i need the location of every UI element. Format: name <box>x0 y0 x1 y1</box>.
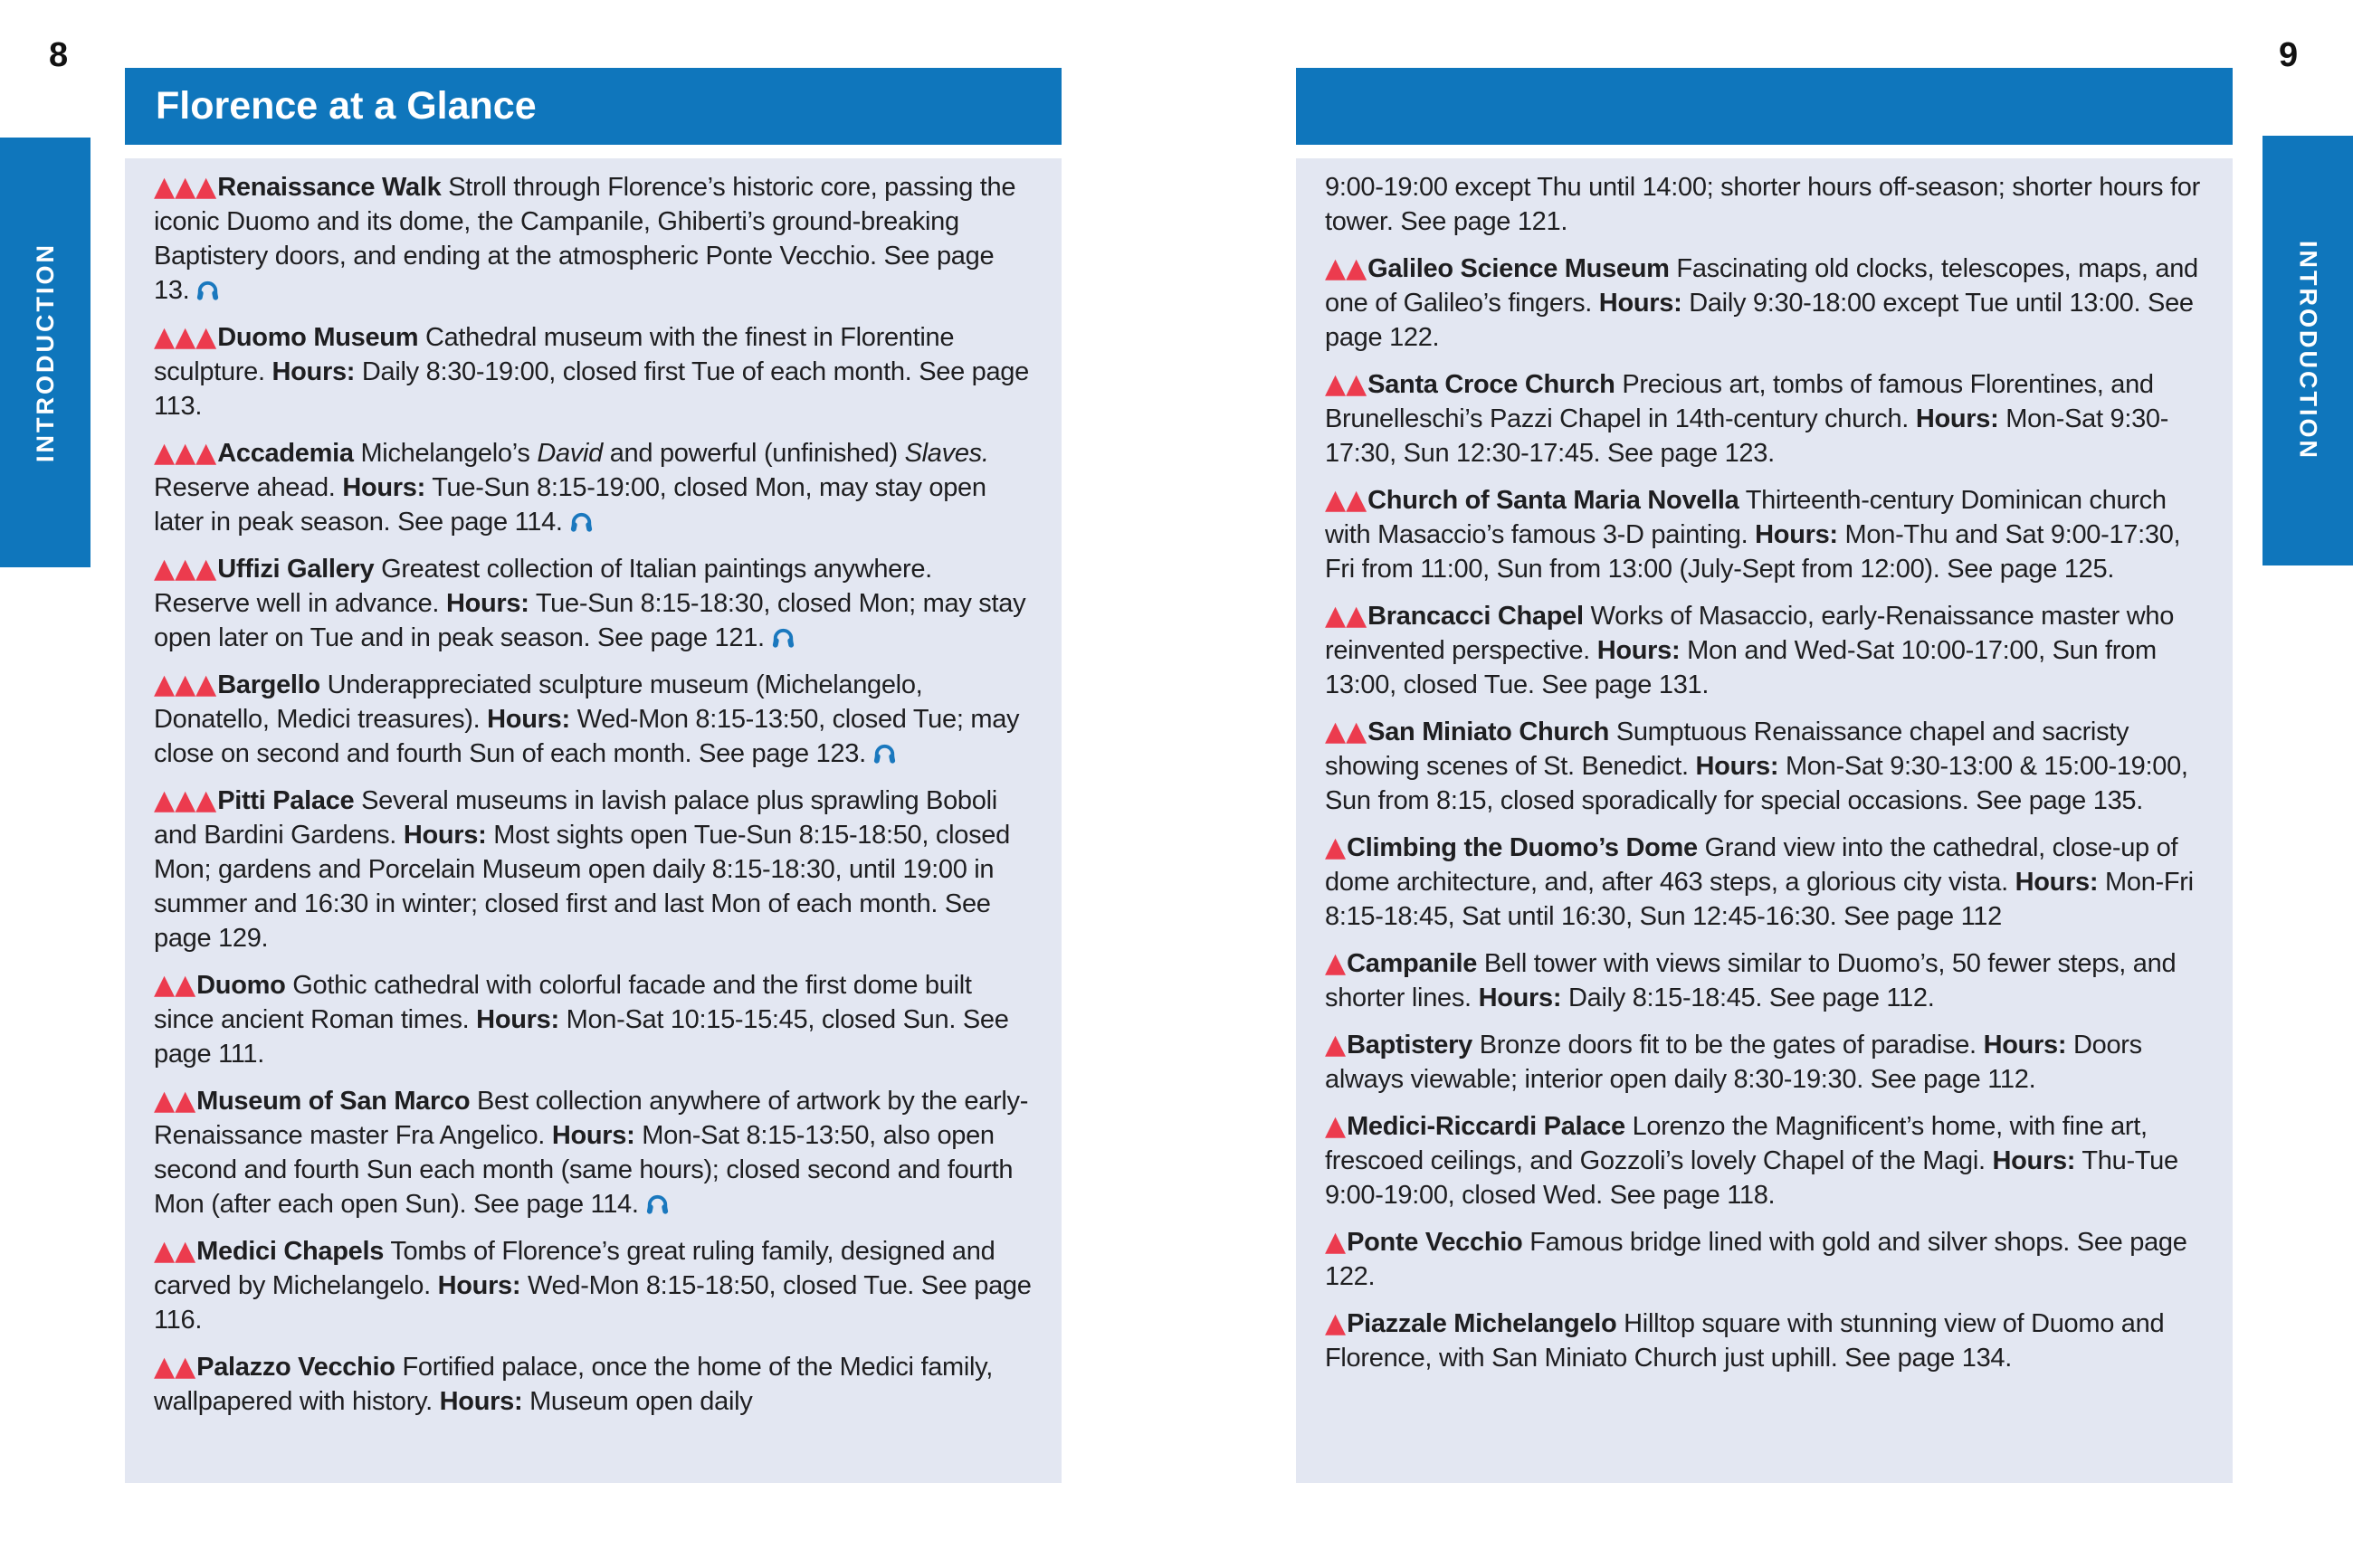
audio-tour-icon <box>569 510 594 534</box>
rating-triangles: ▲ <box>1325 1307 1347 1339</box>
entry-text-segment: Reserve ahead. <box>154 473 343 502</box>
section-tab-label-left: INTRODUCTION <box>31 242 59 462</box>
entry-text-segment: Hours: <box>1596 636 1681 665</box>
rating-triangles: ▲▲▲ <box>154 437 217 469</box>
sight-list-left <box>125 158 1062 1483</box>
entry-text-segment: Hours: <box>437 1271 521 1300</box>
entry-text-segment: Hours: <box>445 589 529 618</box>
page-number-right: 9 <box>2279 36 2299 74</box>
sight-entry <box>1325 946 2205 1015</box>
sight-name: Bargello <box>217 670 320 699</box>
sight-entry <box>154 1350 1034 1419</box>
entry-text-segment: Most sights open Tue-Sun 8:15-18:50, closed Mon; gardens and Porcelain Museum open daily 8:15-18:30, until 19:00 in summer and 16:30 in winter; closed first and last Mon of each month. See page 129. <box>154 821 1010 953</box>
sight-name: Campanile <box>1347 949 1478 978</box>
entry-text-segment: Hours: <box>1598 289 1682 318</box>
entry-text-segment: Fascinating old clocks, telescopes, maps, and one of Galileo’s fingers. <box>1325 254 2198 318</box>
sight-name: Climbing the Duomo’s Dome <box>1347 833 1698 862</box>
entry-text-segment: Mon-Fri 8:15-18:45, Sat until 16:30, Sun 12:45-16:30. See page 112 <box>1325 868 2194 931</box>
sight-entry <box>1325 831 2205 934</box>
entry-text-segment: Hours: <box>1478 984 1562 1012</box>
entry-text-segment: Cathedral museum with the finest in Florentine sculpture. <box>154 323 955 386</box>
sight-name: Duomo <box>196 971 286 1000</box>
entry-text-segment: Hours: <box>439 1387 523 1416</box>
sight-entry <box>1325 1109 2205 1212</box>
entry-text-segment: Lorenzo the Magnificent’s home, with fine art, frescoed ceilings, and Gozzoli’s lovely Chapel of the Magi. <box>1325 1112 2148 1175</box>
sight-name: Ponte Vecchio <box>1347 1228 1523 1257</box>
sight-name: Piazzale Michelangelo <box>1347 1309 1617 1338</box>
entry-text-segment: Hours: <box>1695 752 1779 781</box>
rating-triangles: ▲ <box>1325 1226 1347 1258</box>
sight-name: Accademia <box>217 439 354 468</box>
rating-triangles: ▲▲ <box>1325 484 1367 516</box>
sight-entry <box>154 668 1034 771</box>
entry-text-segment: Hours: <box>342 473 425 502</box>
entry-text-segment: Slaves. <box>904 439 989 468</box>
sight-entry <box>154 1084 1034 1221</box>
sight-entry <box>154 320 1034 423</box>
sight-name: Galileo Science Museum <box>1367 254 1670 283</box>
sight-name: Medici-Riccardi Palace <box>1347 1112 1625 1141</box>
entry-text-segment: Mon-Sat 10:15-15:45, closed Sun. See page 111. <box>154 1005 1009 1069</box>
rating-triangles: ▲ <box>1325 832 1347 863</box>
sight-entry <box>1325 1307 2205 1375</box>
rating-triangles: ▲▲ <box>1325 252 1367 284</box>
entry-text-segment: Hours: <box>1983 1031 2067 1060</box>
entry-text-segment: Gothic cathedral with colorful facade and the first dome built since ancient Roman times. <box>154 971 972 1034</box>
entry-text-segment: David <box>537 439 603 468</box>
rating-triangles: ▲▲▲ <box>154 171 217 203</box>
entry-text-segment: Hours: <box>272 357 356 386</box>
page-title: Florence at a Glance <box>156 84 537 128</box>
entry-text-segment: Hilltop square with stunning view of Duomo and Florence, with San Miniato Church just uphill. See page 134. <box>1325 1309 2165 1373</box>
rating-triangles: ▲▲ <box>1325 716 1367 747</box>
entry-text-segment: Hours: <box>2015 868 2099 897</box>
sight-name: Duomo Museum <box>217 323 419 352</box>
sight-entry <box>154 784 1034 955</box>
sight-entry <box>154 1234 1034 1337</box>
entry-text-segment: Doors always viewable; interior open daily 8:30-19:30. See page 112. <box>1325 1031 2142 1094</box>
sight-name: Medici Chapels <box>196 1237 385 1266</box>
sight-name: San Miniato Church <box>1367 717 1610 746</box>
entry-text-segment: Hours: <box>551 1121 635 1150</box>
entry-text-segment: Bronze doors fit to be the gates of paradise. <box>1479 1031 1984 1060</box>
entry-text-segment: 9:00-19:00 except Thu until 14:00; shorter hours off-season; shorter hours for tower. See page 121. <box>1325 173 2200 236</box>
sight-entry <box>1325 599 2205 702</box>
rating-triangles: ▲▲▲ <box>154 553 217 584</box>
sight-entry <box>1325 483 2205 586</box>
sight-entry <box>154 552 1034 655</box>
audio-tour-icon <box>872 742 897 765</box>
entry-text-segment: Fortified palace, once the home of the Medici family, wallpapered with history. <box>154 1353 993 1416</box>
rating-triangles: ▲▲▲ <box>154 669 217 700</box>
entry-text-segment: Michelangelo’s <box>360 439 538 468</box>
entry-text-segment: Daily 9:30-18:00 except Tue until 13:00. See page 122. <box>1325 289 2194 352</box>
entry-text-segment: Mon-Sat 9:30-13:00 & 15:00-19:00, Sun from 8:15, closed sporadically for special occasions. See page 135. <box>1325 752 2188 815</box>
sight-name: Santa Croce Church <box>1367 370 1615 399</box>
sight-name: Renaissance Walk <box>217 173 442 202</box>
sight-name: Museum of San Marco <box>196 1087 471 1116</box>
entry-text-segment: Stroll through Florence’s historic core, passing the iconic Duomo and its dome, the Campanile, Ghiberti’s ground-breaking Baptistery doors, and ending at the atmospheric Ponte Vecchio. See page 13. <box>154 173 1016 305</box>
entry-text-segment: Mon-Sat 8:15-13:50, also open second and fourth Sun each month (same hours); closed second and fourth Mon (after each open Sun). See page 114. <box>154 1121 1014 1219</box>
entry-text-segment: Mon and Wed-Sat 10:00-17:00, Sun from 13:00, closed Tue. See page 131. <box>1325 636 2157 699</box>
rating-triangles: ▲▲ <box>154 1235 196 1267</box>
rating-triangles: ▲▲▲ <box>154 321 217 353</box>
entry-text-segment: Tue-Sun 8:15-18:30, closed Mon; may stay open later on Tue and in peak season. See page 121. <box>154 589 1026 652</box>
entry-text-segment: Thu-Tue 9:00-19:00, closed Wed. See page 118. <box>1325 1146 2178 1210</box>
entry-text-segment: Several museums in lavish palace plus sprawling Boboli and Bardini Gardens. <box>154 786 997 850</box>
sight-entry <box>1325 715 2205 818</box>
sight-entry <box>1325 1225 2205 1294</box>
sight-entry <box>1325 252 2205 355</box>
headphones-icon <box>195 279 220 302</box>
entry-text-segment: Mon-Sat 9:30-17:30, Sun 12:30-17:45. See page 123. <box>1325 404 2169 468</box>
glance-header-bar <box>125 68 1062 145</box>
rating-triangles: ▲▲ <box>154 1085 196 1117</box>
entry-text-segment: Daily 8:30-19:00, closed first Tue of each month. See page 113. <box>154 357 1029 421</box>
sight-entry <box>154 436 1034 539</box>
sight-name: Palazzo Vecchio <box>196 1353 395 1382</box>
audio-tour-icon <box>645 1193 670 1216</box>
sight-entry <box>1325 1028 2205 1097</box>
sight-name: Brancacci Chapel <box>1367 602 1584 631</box>
audio-tour-icon <box>195 279 220 302</box>
rating-triangles: ▲ <box>1325 1110 1347 1142</box>
entry-text-segment: Hours: <box>476 1005 559 1034</box>
entry-text-segment: Hours: <box>403 821 487 850</box>
entry-text-segment: Works of Masaccio, early-Renaissance master who reinvented perspective. <box>1325 602 2175 665</box>
rating-triangles: ▲▲ <box>1325 600 1367 632</box>
section-tab-left <box>0 138 90 567</box>
sight-entry <box>1325 367 2205 470</box>
entry-text-segment: Tombs of Florence’s great ruling family, designed and carved by Michelangelo. <box>154 1237 996 1300</box>
sight-entry <box>154 170 1034 308</box>
sight-name: Uffizi Gallery <box>217 555 375 584</box>
headphones-icon <box>872 742 897 765</box>
header-bar-right <box>1296 68 2233 145</box>
entry-text-segment: and powerful (unfinished) <box>602 439 905 468</box>
entry-text-segment: Daily 8:15-18:45. See page 112. <box>1561 984 1935 1012</box>
sight-name: Church of Santa Maria Novella <box>1367 486 1739 515</box>
sight-name: Pitti Palace <box>217 786 355 815</box>
entry-text-segment: Thirteenth-century Dominican church with Masaccio’s famous 3-D painting. <box>1325 486 2167 549</box>
entry-text-segment: Wed-Mon 8:15-18:50, closed Tue. See page 116. <box>154 1271 1032 1335</box>
entry-text-segment: Wed-Mon 8:15-13:50, closed Tue; may close on second and fourth Sun of each month. See page 123. <box>154 705 1020 768</box>
entry-text-segment: Grand view into the cathedral, close-up of dome architecture, and, after 463 steps, a glorious city vista. <box>1325 833 2178 897</box>
entry-text-segment: Hours: <box>1755 520 1838 549</box>
section-tab-label-right: INTRODUCTION <box>2294 241 2322 461</box>
page-number-left: 8 <box>49 36 69 74</box>
rating-triangles: ▲▲▲ <box>154 784 217 816</box>
sight-entry <box>1325 170 2205 239</box>
rating-triangles: ▲ <box>1325 947 1347 979</box>
entry-text-segment: Hours: <box>1992 1146 2076 1175</box>
entry-text-segment: Famous bridge lined with gold and silver shops. See page 122. <box>1325 1228 2187 1291</box>
section-tab-right <box>2262 136 2353 565</box>
entry-text-segment: Sumptuous Renaissance chapel and sacristy showing scenes of St. Benedict. <box>1325 717 2129 781</box>
entry-text-segment: Mon-Thu and Sat 9:00-17:30, Fri from 11:00, Sun from 13:00 (July-Sept from 12:00). See page 125. <box>1325 520 2181 584</box>
headphones-icon <box>771 626 795 650</box>
entry-text-segment: Museum open daily <box>522 1387 753 1416</box>
entry-text-segment: Precious art, tombs of famous Florentines, and Brunelleschi’s Pazzi Chapel in 14th-century church. <box>1325 370 2154 433</box>
entry-text-segment: Best collection anywhere of artwork by the early-Renaissance master Fra Angelico. <box>154 1087 1029 1150</box>
entry-text-segment: Underappreciated sculpture museum (Michelangelo, Donatello, Medici treasures). <box>154 670 923 734</box>
entry-text-segment: Hours: <box>487 705 570 734</box>
headphones-icon <box>645 1193 670 1216</box>
sight-entry <box>154 968 1034 1071</box>
rating-triangles: ▲ <box>1325 1029 1347 1060</box>
entry-text-segment: Tue-Sun 8:15-19:00, closed Mon, may stay open later in peak season. See page 114. <box>154 473 986 537</box>
rating-triangles: ▲▲ <box>1325 368 1367 400</box>
rating-triangles: ▲▲ <box>154 969 196 1001</box>
entry-text-segment: Bell tower with views similar to Duomo’s, 50 fewer steps, and shorter lines. <box>1325 949 2177 1012</box>
headphones-icon <box>569 510 594 534</box>
sight-list-right <box>1296 158 2233 1483</box>
sight-name: Baptistery <box>1347 1031 1472 1060</box>
entry-text-segment: Greatest collection of Italian paintings anywhere. Reserve well in advance. <box>154 555 932 618</box>
entry-text-segment: Hours: <box>1915 404 1999 433</box>
audio-tour-icon <box>771 626 795 650</box>
rating-triangles: ▲▲ <box>154 1351 196 1383</box>
